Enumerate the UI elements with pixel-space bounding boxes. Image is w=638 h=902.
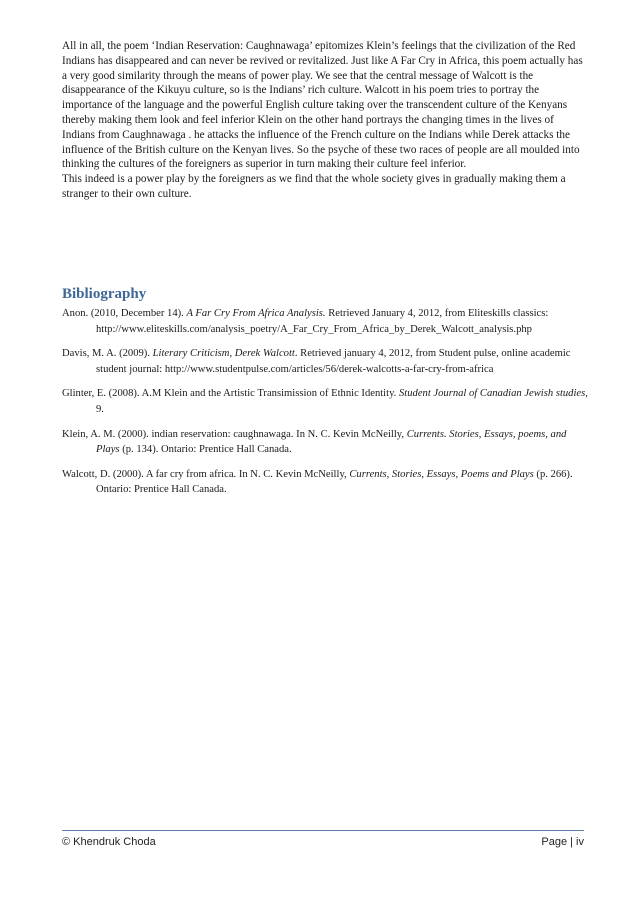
reference-entry: Klein, A. M. (2000). indian reservation: caughnawaga. In N. C. Kevin McNeilly, Currents. Stories, Essays, poems, and Plays (p. 134). Ontario: Prentice Hall Canada. [62, 428, 567, 456]
bibliography-heading: Bibliography [62, 286, 147, 302]
body-text [62, 39, 584, 202]
reference-entry: Walcott, D. (2000). A far cry from africa. In N. C. Kevin McNeilly, Currents, Stories, Essays, Poems and Plays (p. 266). Ontario: Prentice Hall Canada. [62, 468, 573, 496]
reference-entry: Anon. (2010, December 14). A Far Cry From Africa Analysis. Retrieved January 4, 2012, from Eliteskills classics: http://www.eliteskills.com/analysis_poetry/A_Far_Cry_From_Africa_by_Derek_Walcott_analysis.php [62, 308, 549, 335]
reference-entry: Davis, M. A. (2009). Literary Criticism, Derek Walcott. Retrieved january 4, 2012, from Student pulse, online academic student journal: http://www.studentpulse.com/articles/56/derek-walcotts-a-far-cry-from-africa [62, 348, 571, 375]
paragraph-2: This indeed is a power play by the foreigners as we find that the whole society gives in gradually making them a stranger to their own culture. [62, 173, 566, 200]
paragraph-1: All in all, the poem ‘Indian Reservation: Caughnawaga’ epitomizes Klein’s feelings that the civilization of the Red Indians has disappeared and can never be revived or revitalized. Just like A Far Cry in Africa, this poem actually has a very good similarity through the means of power play. We see that the central message of Walcott is the disappearance of the Kikuyu culture, so is the Indians’ rich culture. Walcott in his poem tries to portray the importance of the language and the powerful English culture taking over the transcendent culture of the Kenyans thereby making them look and feel inferior Klein on the other hand portrays the changing times in the lives of Indians from Caughnawaga . he attacks the influence of the French culture on the Indians while Derek attacks the influence of the British culture on the Kenyan lives. So the psyche of these two races of people are all moulded into thinking the cultures of the foreigners as superior in turn making their culture feel inferior. [62, 40, 583, 171]
reference-entry: Glinter, E. (2008). A.M Klein and the Artistic Transimission of Ethnic Identity. Student Journal of Canadian Jewish studies, 9. [62, 388, 588, 415]
footer-page-number: Page | iv [541, 836, 584, 848]
footer-divider [62, 830, 584, 831]
footer-author: © Khendruk Choda [62, 836, 156, 848]
bibliography-list [62, 306, 592, 507]
